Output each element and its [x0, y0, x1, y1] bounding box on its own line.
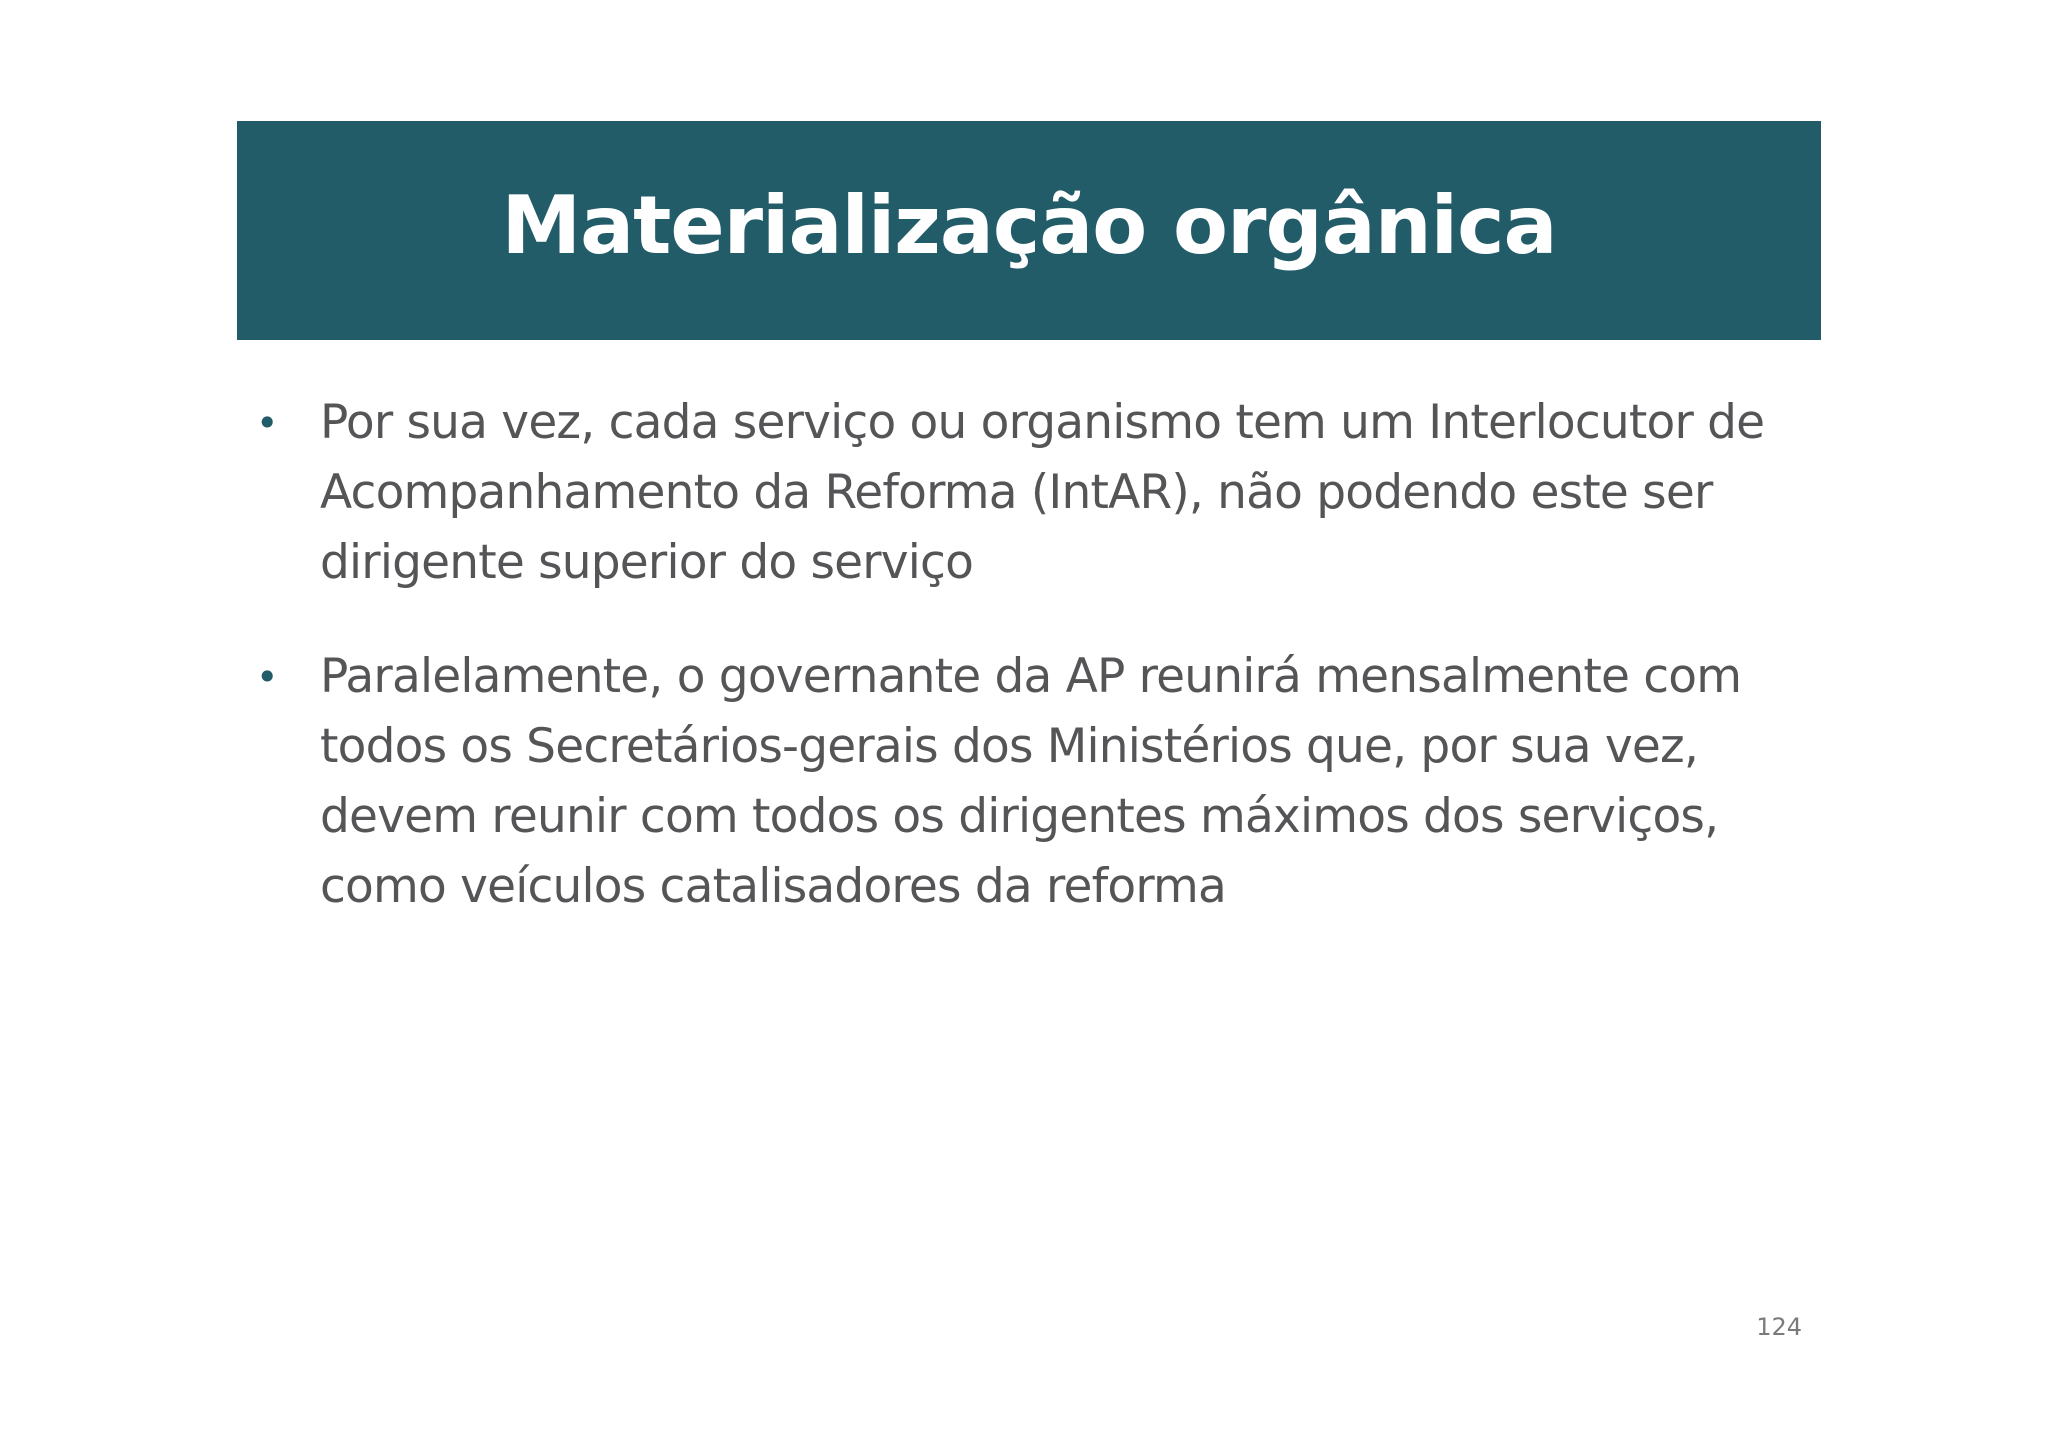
bullet-icon: •: [256, 655, 278, 699]
bullet-text: Paralelamente, o governante da AP reunirá mensalmente com todos os Secretários-gerais dos Ministérios que, por sua vez, devem reunir com todos os dirigentes máximos dos serviços, como veículos catalisadores da reforma: [320, 649, 1742, 914]
bullet-item: [252, 388, 1822, 598]
bullet-icon: •: [256, 401, 278, 445]
bullet-item: [252, 642, 1822, 922]
title-bar: [237, 121, 1821, 340]
slide-title: Materialização orgânica: [501, 178, 1557, 272]
bullet-list: [252, 388, 1822, 966]
bullet-text: Por sua vez, cada serviço ou organismo tem um Interlocutor de Acompanhamento da Reforma (IntAR), não podendo este ser dirigente superior do serviço: [320, 395, 1765, 590]
page-number: 124: [1756, 1313, 1802, 1341]
